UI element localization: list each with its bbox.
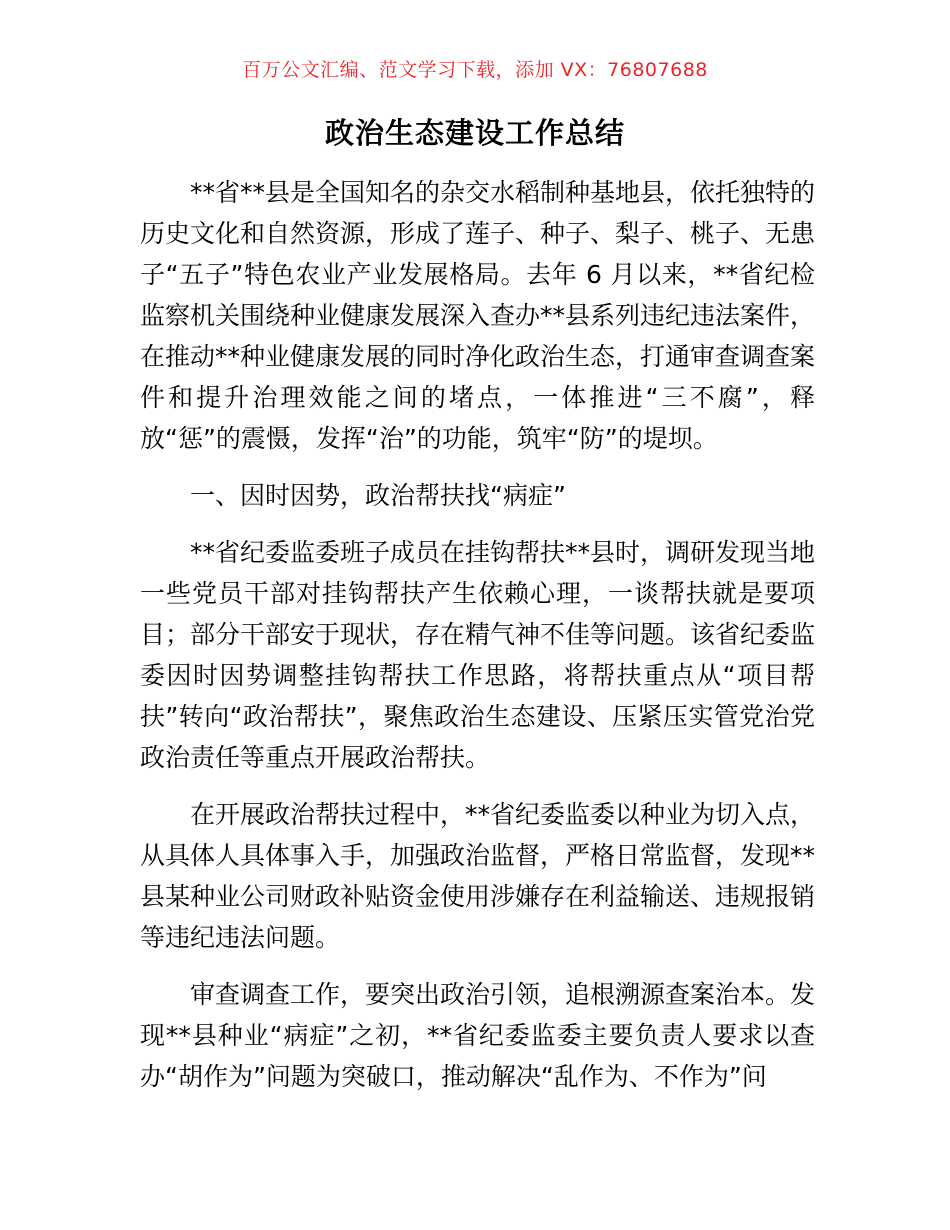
paragraph-4: 审查调查工作，要突出政治引领，追根溯源查案治本。发现**县种业“病症”之初，**省纪委监委主要负责人要求以查办“胡作为”问题为突破口，推动解决“乱作为、不作为”问 [140, 980, 816, 1091]
paragraph-2: **省纪委监委班子成员在挂钩帮扶**县时，调研发现当地一些党员干部对挂钩帮扶产生依赖心理，一谈帮扶就是要项目；部分干部安于现状，存在精气神不佳等问题。该省纪委监委因时因势调整挂钩帮扶工作思路，将帮扶重点从“项目帮扶”转向“政治帮扶”，聚焦政治生态建设、压紧压实管党治党政治责任等重点开展政治帮扶。 [140, 538, 816, 772]
paragraph-3: 在开展政治帮扶过程中，**省纪委监委以种业为切入点，从具体人具体事入手，加强政治监督，严格日常监督，发现**县某种业公司财政补贴资金使用涉嫌存在利益输送、违规报销等违纪违法问题。 [140, 800, 816, 952]
paragraph-intro: **省**县是全国知名的杂交水稻制种基地县，依托独特的历史文化和自然资源，形成了莲子、种子、梨子、桃子、无患子“五子”特色农业产业发展格局。去年 6 月以来，**省纪检监察机关围绕种业健康发展深入查办**县系列违纪违法案件，在推动**种业健康发展的同时净化政治生态，打通审查调查案件和提升治理效能之间的堵点，一体推进“三不腐”，释放“惩”的震慑，发挥“治”的功能，筑牢“防”的堤坝。 [140, 178, 816, 453]
document-body [140, 172, 815, 1097]
section-heading-1: 一、因时因势，政治帮扶找“病症” [190, 481, 566, 510]
header-banner: 百万公文汇编、范文学习下载，添加 VX：76807688 [242, 59, 708, 81]
document-title: 政治生态建设工作总结 [324, 116, 625, 150]
